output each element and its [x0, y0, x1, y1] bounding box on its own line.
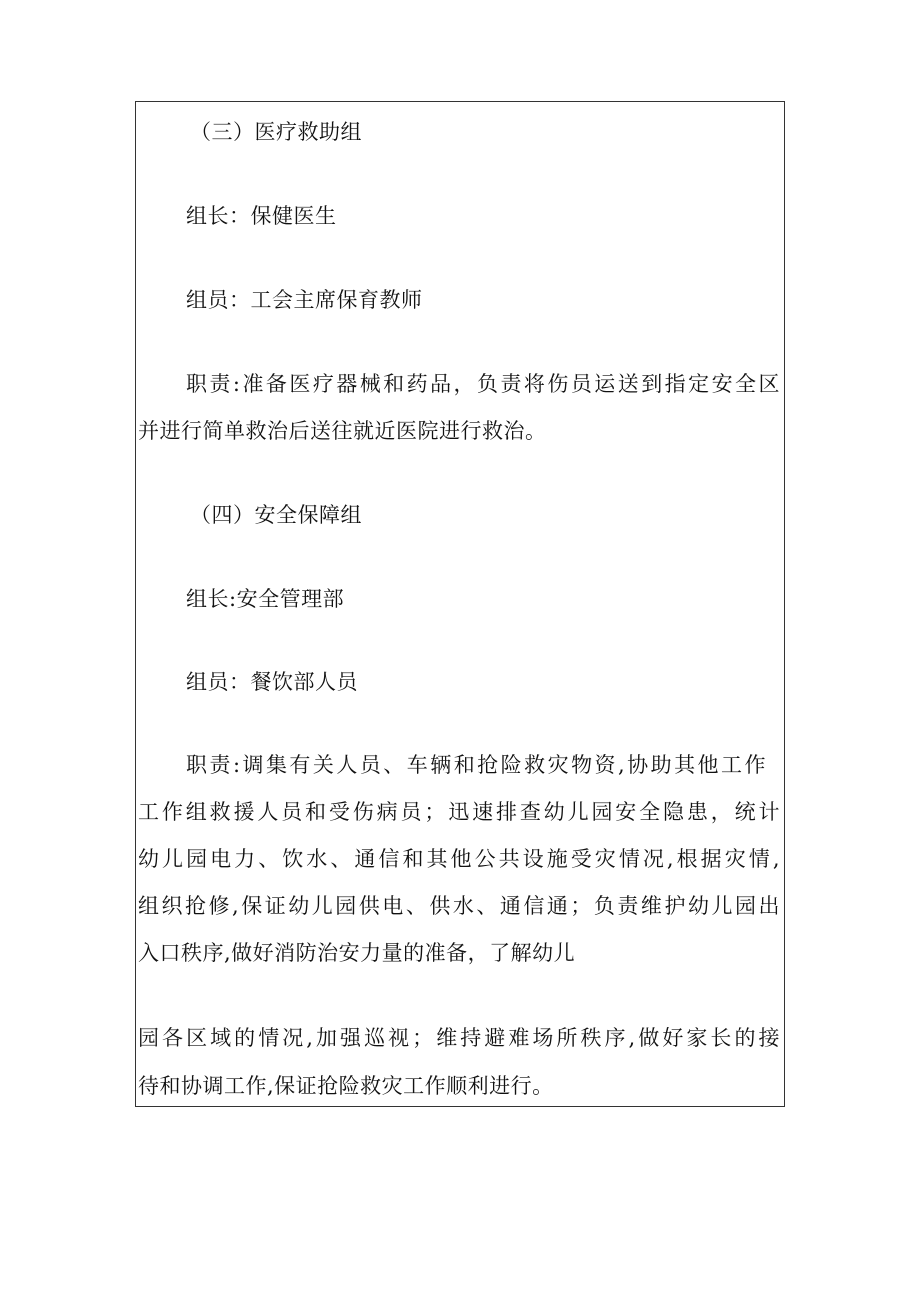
- section-3-duty-line-2: 并进行简单救治后送往就近医院进行救治。: [138, 419, 547, 443]
- section-4-duty-line-1: 职责:调集有关人员、车辆和抢险救灾物资,协助其他工作: [186, 753, 766, 777]
- section-3-members: 组员：工会主席保育教师: [186, 288, 423, 312]
- section-4-leader: 组长:安全管理部: [186, 587, 345, 611]
- section-3-duty-line-1: 职责:准备医疗器械和药品，负责将伤员运送到指定安全区: [186, 372, 780, 396]
- section-4-duty-line-5: 入口秩序,做好消防治安力量的准备，了解幼儿: [138, 941, 576, 965]
- section-4-duty-line-7: 待和协调工作,保证抢险救灾工作顺利进行。: [138, 1074, 554, 1098]
- section-3-heading: （三）医疗救助组: [190, 120, 362, 144]
- section-4-duty-line-3: 幼儿园电力、饮水、通信和其他公共设施受灾情况,根据灾情,: [138, 847, 780, 871]
- section-4-heading: （四）安全保障组: [190, 503, 362, 527]
- section-4-duty-line-6: 园各区域的情况,加强巡视；维持避难场所秩序,做好家长的接: [138, 1026, 780, 1050]
- section-4-duty-line-4: 组织抢修,保证幼儿园供电、供水、通信通；负责维护幼儿园出: [138, 894, 780, 918]
- section-4-members: 组员：餐饮部人员: [186, 670, 358, 694]
- section-4-duty-line-2: 工作组救援人员和受伤病员；迅速排查幼儿园安全隐患，统计: [138, 800, 780, 824]
- section-3-leader: 组长：保健医生: [186, 204, 337, 228]
